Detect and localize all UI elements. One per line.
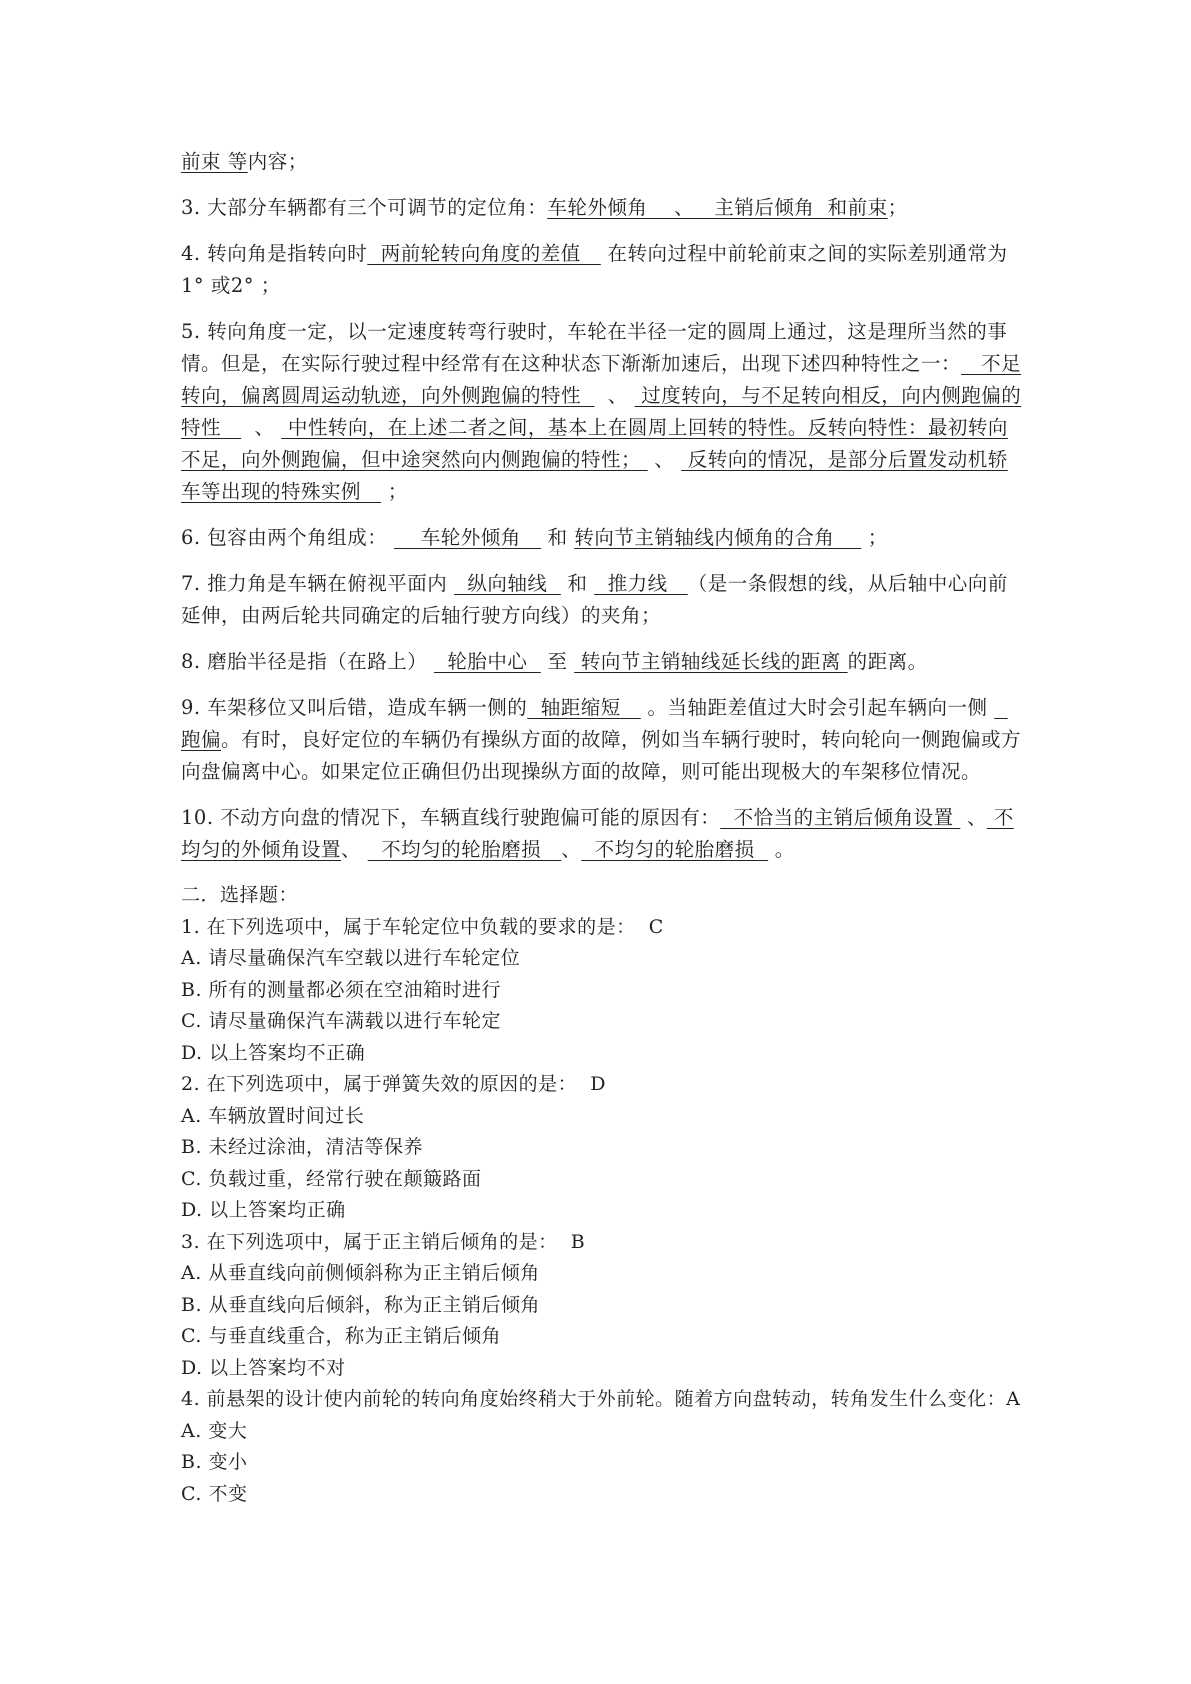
question-text: 、 xyxy=(594,384,635,407)
answer-blank: 不足转向，偏离圆周运动轨迹，向外侧跑偏的特性 xyxy=(181,352,1022,407)
fill-in-item xyxy=(181,522,1026,554)
option-line: A. 从垂直线向前侧倾斜称为正主销后倾角 xyxy=(181,1262,540,1284)
fill-in-item xyxy=(181,646,1026,678)
question-line: 4. 前悬架的设计使内前轮的转向角度始终稍大于外前轮。随着方向盘转动，转角发生什么变化：A xyxy=(181,1388,1021,1410)
question-text: 10. 不动方向盘的情况下，车辆直线行驶跑偏可能的原因有： xyxy=(181,806,721,829)
question-text: 内容； xyxy=(247,150,308,173)
answer-blank: 不均匀的外倾角设置 xyxy=(181,806,1014,861)
answer-blank: 轮胎中心 xyxy=(434,650,541,673)
question-text: 在转向过程中前轮前束之间的实际差别通常为1° 或2° ； xyxy=(181,242,1008,297)
question-text: 、 xyxy=(960,806,988,829)
question-text: 7. 推力角是车辆在俯视平面内 xyxy=(181,572,455,595)
question-text: 8. 磨胎半径是指（在路上） xyxy=(181,650,435,673)
option-line: D. 以上答案均正确 xyxy=(181,1199,346,1221)
option-line: D. 以上答案均不正确 xyxy=(181,1041,366,1064)
fill-in-section xyxy=(181,146,1026,866)
fill-in-item xyxy=(181,802,1026,866)
question-text: （是一条假想的线，从后轴中心向前延伸，由两后轮共同确定的后轴行驶方向线）的夹角； xyxy=(181,572,1008,627)
question-text: ； xyxy=(861,526,888,549)
question-text: 。当轴距差值过大时会引起车辆向一侧 xyxy=(640,696,995,719)
answer-blank: 前束 等 xyxy=(181,150,248,173)
answer-blank: 转向节主销轴线内倾角的合角 xyxy=(574,526,862,549)
question-line: 1. 在下列选项中，属于车轮定位中负载的要求的是： C xyxy=(181,915,664,938)
option-line: B. 未经过涂油，清洁等保养 xyxy=(181,1136,424,1158)
answer-blank: 纵向轴线 xyxy=(454,572,561,595)
answer-blank: 不均匀的轮胎磨损 xyxy=(581,838,769,861)
question-text: ； xyxy=(381,480,408,503)
question-text: 的距离。 xyxy=(847,650,928,673)
answer-blank: 跑偏 xyxy=(181,696,1008,751)
fill-in-item xyxy=(181,192,1026,224)
choice-lines xyxy=(181,912,1026,1511)
answer-blank: 不恰当的主销后倾角设置 xyxy=(720,806,961,829)
option-line: D. 以上答案均不对 xyxy=(181,1356,346,1379)
fill-in-item xyxy=(181,316,1026,508)
option-line: A. 请尽量确保汽车空载以进行车轮定位 xyxy=(181,947,521,969)
option-line: B. 变小 xyxy=(181,1451,248,1473)
question-text: 3. 大部分车辆都有三个可调节的定位角： xyxy=(181,196,548,219)
question-text: 、 xyxy=(241,416,282,439)
option-line: C. 与垂直线重合，称为正主销后倾角 xyxy=(181,1325,501,1347)
answer-blank: 转向节主销轴线延长线的距离 xyxy=(574,650,848,673)
fill-in-item xyxy=(181,692,1026,788)
document-content xyxy=(181,146,1026,1510)
fill-in-item xyxy=(181,238,1026,302)
fill-in-item xyxy=(181,146,1026,178)
question-text: 、 xyxy=(647,448,682,471)
option-line: C. 请尽量确保汽车满载以进行车轮定 xyxy=(181,1010,501,1032)
question-text: 4. 转向角是指转向时 xyxy=(181,242,368,265)
question-text: 、 xyxy=(561,838,582,861)
question-text: 5. 转向角度一定，以一定速度转弯行驶时，车轮在半径一定的圆周上通过，这是理所当然的事情。但是，在实际行驶过程中经常有在这种状态下渐渐加速后，出现下述四种特性之一： xyxy=(181,320,1008,375)
fill-in-item xyxy=(181,568,1026,632)
question-text: 至 xyxy=(540,650,575,673)
question-text: 9. 车架移位又叫后错，造成车辆一侧的 xyxy=(181,696,528,719)
answer-blank: 车轮外倾角 、 主销后倾角 和前束 xyxy=(547,196,888,219)
answer-blank: 轴距缩短 xyxy=(527,696,641,719)
option-line: B. 从垂直线向后倾斜，称为正主销后倾角 xyxy=(181,1293,541,1316)
question-text: 和 xyxy=(540,526,575,549)
option-line: A. 车辆放置时间过长 xyxy=(181,1104,365,1127)
question-text: 和 xyxy=(560,572,595,595)
question-text: 6. 包容由两个角组成： xyxy=(181,526,395,549)
answer-blank: 反转向的情况，是部分后置发动机轿车等出现的特殊实例 xyxy=(181,448,1008,503)
choice-section xyxy=(181,880,1026,1510)
question-text: 。有时，良好定位的车辆仍有操纵方面的故障，例如当车辆行驶时，转向轮向一侧跑偏或方向盘偏离中心。如果定位正确但仍出现操纵方面的故障，则可能出现极大的车架移位情况。 xyxy=(181,728,1022,783)
section-heading: 二．选择题： xyxy=(181,884,299,906)
option-line: C. 负载过重，经常行驶在颠簸路面 xyxy=(181,1167,482,1190)
question-text: ； xyxy=(887,196,908,219)
answer-blank: 过度转向，与不足转向相反，向内侧跑偏的特性 xyxy=(181,384,1022,439)
question-text: 。 xyxy=(768,838,795,861)
answer-blank: 两前轮转向角度的差值 xyxy=(367,242,601,265)
option-line: C. 不变 xyxy=(181,1482,248,1505)
option-line: A. 变大 xyxy=(181,1419,248,1442)
question-line: 2. 在下列选项中，属于弹簧失效的原因的是： D xyxy=(181,1073,606,1095)
answer-blank: 车轮外倾角 xyxy=(394,526,541,549)
answer-blank: 中性转向，在上述二者之间，基本上在圆周上回转的特性。反转向特性：最初转向不足，向外侧跑偏，但中途突然向内侧跑偏的特性； xyxy=(181,416,1008,471)
answer-blank: 不均匀的轮胎磨损 xyxy=(367,838,562,861)
option-line: B. 所有的测量都必须在空油箱时进行 xyxy=(181,978,502,1001)
question-text: 、 xyxy=(341,838,368,861)
answer-blank: 推力线 xyxy=(594,572,688,595)
question-line: 3. 在下列选项中，属于正主销后倾角的是： B xyxy=(181,1230,586,1253)
